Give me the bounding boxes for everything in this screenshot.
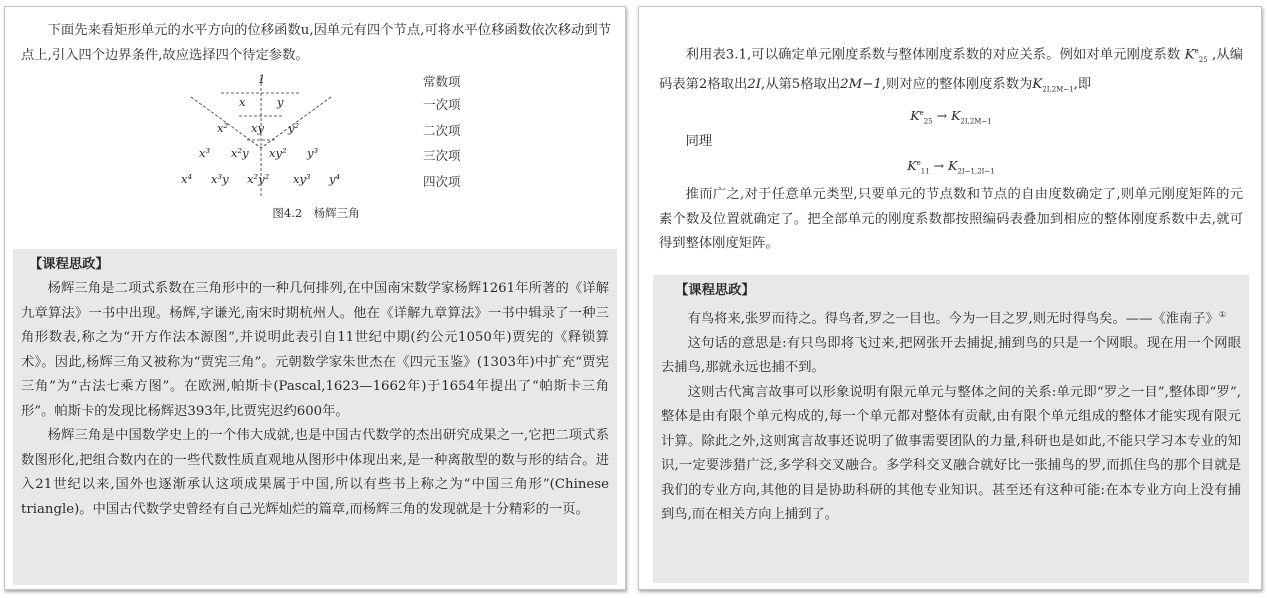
- triangle-row-label: 一次项: [423, 97, 461, 112]
- triangle-term: x³y: [211, 172, 229, 186]
- box-paragraph: 这句话的意思是:有只鸟即将飞过来,把网张开去捕捉,捕到鸟的只是一个网眼。现在用一个网眼去捕鸟,那就永远也捕不到。: [661, 335, 1241, 376]
- quote-paragraph: 有鸟将来,张罗而待之。得鸟者,罗之一目也。今为一目之罗,则无时得鸟矣。——《淮南子》①: [687, 310, 1227, 327]
- triangle-term: xy²: [269, 146, 287, 160]
- triangle-term: x³: [199, 146, 211, 160]
- triangle-term: xy³: [293, 172, 311, 186]
- tongli-text: 同理: [685, 134, 713, 150]
- formula-1: $K^e_{25} \to K_{2I,2M-1}$: [910, 107, 992, 126]
- triangle-term: y: [277, 95, 284, 109]
- triangle-term: x⁴: [181, 172, 193, 186]
- left-page-content: [21, 19, 611, 223]
- figure-caption: 图4.2 杨辉三角: [272, 206, 360, 220]
- course-ideology-box: [653, 275, 1249, 583]
- right-page: [638, 6, 1262, 590]
- yanghui-triangle: [21, 68, 611, 223]
- formula-2: $K^e_{11} \to K_{2I-1,2I-1}$: [907, 158, 995, 177]
- quote-source: 《淮南子》: [1152, 311, 1219, 327]
- intro-paragraph: 下面先来看矩形单元的水平方向的位移函数u,因单元有四个节点,可将水平位移函数依次移动到节点上,引入四个边界条件,故应选择四个待定参数。: [21, 23, 611, 63]
- triangle-term: xy: [251, 121, 264, 135]
- box-paragraph: 杨辉三角是二项式系数在三角形中的一种几何排列,在中国南宋数学家杨辉1261年所著的《详解九章算法》一书中出现。杨辉,字谦光,南宋时期杭州人。他在《详解九章算法》一书中辑录了一种三角形数表,称之为“开方作法本源图”,并说明此表引自11世纪中期(约公元1050年)贾宪的《释锁算术》。因此,杨辉三角又被称为“贾宪三角”。元朝数学家朱世杰在《四元玉鉴》(1303年)中扩充“贾宪三角”为“古法七乘方图”。在欧洲,帕斯卡(Pascal,1623—1662年)于1654年提出了“帕斯卡三角形”。帕斯卡的发现比杨辉迟393年,比贾宪迟约600年。: [21, 281, 609, 419]
- triangle-term: y²: [288, 121, 300, 135]
- triangle-row-label: 三次项: [423, 148, 461, 163]
- triangle-row-label: 二次项: [423, 123, 461, 138]
- box-title: 【课程思政】: [675, 283, 755, 298]
- paragraph-generalization: 推而广之,对于任意单元类型,只要单元的节点数和节点的自由度数确定了,则单元刚度矩阵的元素个数及位置就确定了。把全部单元的刚度系数都按照编码表叠加到相应的整体刚度系数中去,就可得到整体刚度矩阵。: [659, 187, 1243, 252]
- right-page-content: [659, 39, 1243, 257]
- triangle-term: x: [239, 95, 246, 109]
- left-page: [4, 6, 626, 590]
- triangle-term: y⁴: [329, 172, 341, 186]
- triangle-term: x²y²: [247, 172, 270, 186]
- box-paragraph: 这则古代寓言故事可以形象说明有限元单元与整体之间的关系:单元即“罗之一目”,整体即“罗”,整体是由有限个单元构成的,每一个单元都对整体有贡献,由有限个单元组成的整体才能实现有限元计算。除此之外,这则寓言故事还说明了做事需要团队的力量,科研也是如此,不能只学习本专业的知识,一定要涉猎广泛,多学科交叉融合。多学科交叉融合就好比一张捕鸟的罗,而抓住鸟的那个目就是我们的专业方向,其他的目是协助科研的其他专业知识。甚至还有这种可能:在本专业方向上没有捕到鸟,而在相关方向上捕到了。: [661, 384, 1241, 523]
- triangle-term: x²y: [231, 146, 249, 160]
- box-title: 【课程思政】: [29, 257, 109, 272]
- triangle-term: y³: [307, 146, 319, 160]
- triangle-term: 1: [258, 72, 266, 86]
- paragraph-stiffness-mapping: 利用表3.1,可以确定单元刚度系数与整体刚度系数的对应关系。例如对单元刚度系数 $K^e_{25}$ ,从编码表第2格取出2I,从第5格取出2M−1,则对应的整体刚度系数为$K_{2I,2M-1}$,即: [659, 47, 1244, 94]
- footnote-mark[interactable]: ①: [1218, 310, 1227, 319]
- triangle-row-label: 常数项: [423, 74, 461, 89]
- triangle-term: x²: [217, 121, 229, 135]
- course-ideology-box: [13, 249, 617, 585]
- box-paragraph: 杨辉三角是中国数学史上的一个伟大成就,也是中国古代数学的杰出研究成果之一,它把二项式系数图形化,把组合数内在的一些代数性质直观地从图形中体现出来,是一种离散型的数与形的结合。进入21世纪以来,国外也逐渐承认这项成果属于中国,所以有些书上称之为“中国三角形”(Chinese triangle)。中国古代数学史曾经有自己光辉灿烂的篇章,而杨辉三角的发现就是十分精彩的一页。: [21, 428, 609, 517]
- triangle-row-label: 四次项: [423, 174, 461, 189]
